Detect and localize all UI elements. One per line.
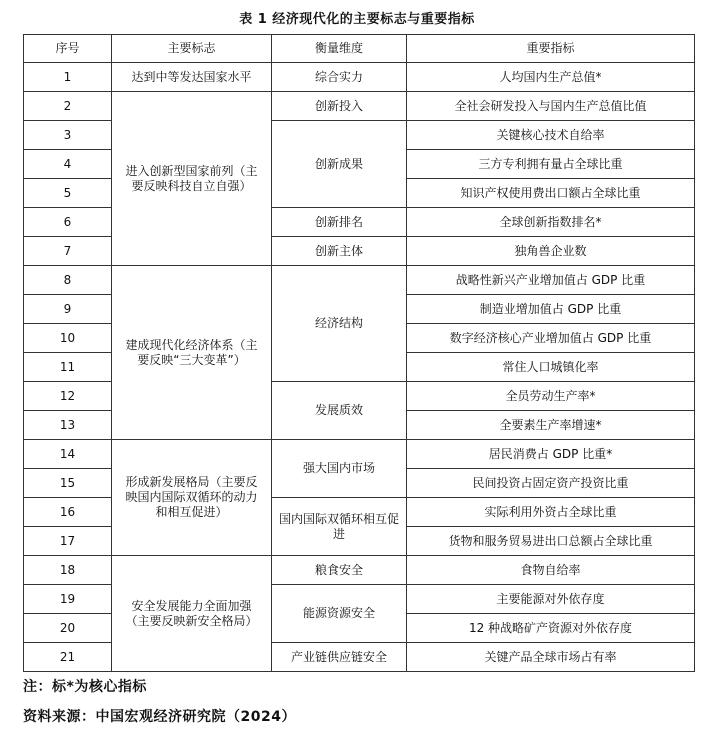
header-dimension: 衡量维度 [272,35,407,63]
header-row [24,35,695,63]
row-no: 7 [24,237,112,266]
dimension-cell: 产业链供应链安全 [272,643,407,672]
footnote: 注：标*为核心指标 [23,679,147,695]
category-cell: 建成现代化经济体系（主要反映“三大变革”） [112,266,272,440]
dimension-cell: 发展质效 [272,382,407,440]
row-no: 10 [24,324,112,353]
header-indicator: 重要指标 [407,35,695,63]
dimension-cell: 创新成果 [272,121,407,208]
row-no: 1 [24,63,112,92]
indicator-cell: 人均国内生产总值* [407,63,695,92]
row-no: 3 [24,121,112,150]
table-row [24,266,695,295]
dimension-cell: 强大国内市场 [272,440,407,498]
indicator-cell: 三方专利拥有量占全球比重 [407,150,695,179]
row-no: 17 [24,527,112,556]
header-category: 主要标志 [112,35,272,63]
table-row [24,556,695,585]
row-no: 4 [24,150,112,179]
dimension-cell: 创新排名 [272,208,407,237]
indicator-cell: 12 种战略矿产资源对外依存度 [407,614,695,643]
indicator-cell: 战略性新兴产业增加值占 GDP 比重 [407,266,695,295]
row-no: 12 [24,382,112,411]
dimension-cell: 综合实力 [272,63,407,92]
indicator-cell: 货物和服务贸易进出口总额占全球比重 [407,527,695,556]
indicator-cell: 主要能源对外依存度 [407,585,695,614]
row-no: 5 [24,179,112,208]
row-no: 18 [24,556,112,585]
indicator-cell: 民间投资占固定资产投资比重 [407,469,695,498]
row-no: 14 [24,440,112,469]
header-no: 序号 [24,35,112,63]
dimension-cell: 能源资源安全 [272,585,407,643]
dimension-cell: 创新主体 [272,237,407,266]
dimension-cell: 经济结构 [272,266,407,382]
row-no: 16 [24,498,112,527]
indicators-table [23,34,695,672]
category-cell: 形成新发展格局（主要反映国内国际双循环的动力和相互促进） [112,440,272,556]
table-title: 表 1 经济现代化的主要标志与重要指标 [239,12,475,27]
indicator-cell: 实际利用外资占全球比重 [407,498,695,527]
row-no: 2 [24,92,112,121]
row-no: 15 [24,469,112,498]
indicator-cell: 全要素生产率增速* [407,411,695,440]
row-no: 13 [24,411,112,440]
dimension-cell: 国内国际双循环相互促进 [272,498,407,556]
row-no: 11 [24,353,112,382]
indicator-cell: 制造业增加值占 GDP 比重 [407,295,695,324]
indicator-cell: 数字经济核心产业增加值占 GDP 比重 [407,324,695,353]
row-no: 19 [24,585,112,614]
indicator-cell: 知识产权使用费出口额占全球比重 [407,179,695,208]
table-row [24,440,695,469]
row-no: 21 [24,643,112,672]
table-row [24,92,695,121]
indicator-cell: 常住人口城镇化率 [407,353,695,382]
table-row [24,63,695,92]
category-cell: 进入创新型国家前列（主要反映科技自立自强） [112,92,272,266]
indicator-cell: 食物自给率 [407,556,695,585]
category-cell: 达到中等发达国家水平 [112,63,272,92]
category-cell: 安全发展能力全面加强（主要反映新安全格局） [112,556,272,672]
indicator-cell: 居民消费占 GDP 比重* [407,440,695,469]
row-no: 8 [24,266,112,295]
indicator-cell: 全社会研发投入与国内生产总值比值 [407,92,695,121]
indicator-cell: 关键核心技术自给率 [407,121,695,150]
row-no: 9 [24,295,112,324]
indicator-cell: 全球创新指数排名* [407,208,695,237]
dimension-cell: 创新投入 [272,92,407,121]
dimension-cell: 粮食安全 [272,556,407,585]
row-no: 6 [24,208,112,237]
indicator-cell: 全员劳动生产率* [407,382,695,411]
source-note: 资料来源：中国宏观经济研究院（2024） [23,709,296,725]
indicator-cell: 独角兽企业数 [407,237,695,266]
row-no: 20 [24,614,112,643]
indicator-cell: 关键产品全球市场占有率 [407,643,695,672]
